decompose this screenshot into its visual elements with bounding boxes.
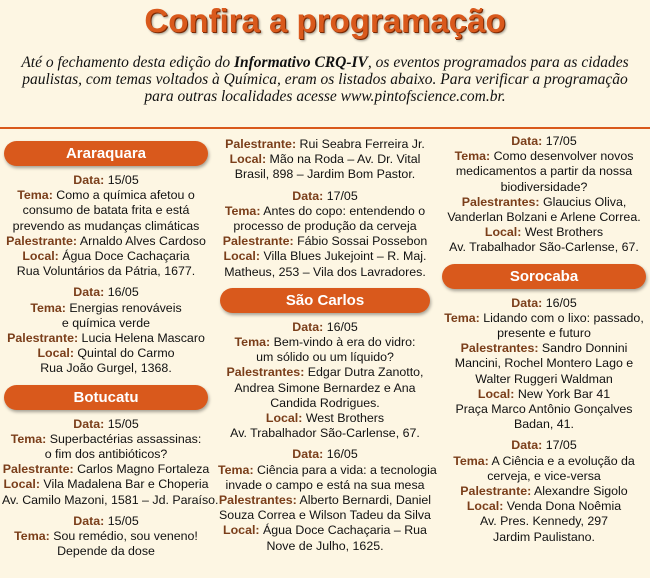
- event-speaker: Edgar Dutra Zanotto,: [307, 365, 424, 380]
- event-theme: presente e futuro: [497, 326, 591, 341]
- column-left: [2, 134, 219, 565]
- event-theme: o fim dos antibióticos?: [44, 447, 168, 462]
- event-date: 16/05: [107, 285, 139, 300]
- event-speaker: Carlos Magno Fortaleza: [77, 462, 210, 477]
- event-theme: cerveja, e vice-versa: [487, 468, 601, 483]
- event-address: Rua João Gurgel, 1368.: [40, 361, 172, 376]
- event-venue: West Brothers: [305, 411, 385, 426]
- event-venue: Água Doce Cachaçaria: [62, 249, 190, 264]
- column-right: [440, 134, 648, 551]
- event-sorocaba-2: Data: 17/05 Tema: A Ciência e a evolução da cerveja, e vice-versa Palestrante: Alexandre Sigolo Local: Venda Dona Noêmia Av. Pres. Kennedy, 297 Jardim Paulistano.: [440, 438, 648, 544]
- event-speaker: Andrea Simone Bernardez e Ana: [234, 380, 416, 395]
- event-sorocaba-1: Data: 16/05 Tema: Lidando com o lixo: passado, presente e futuro Palestrantes: Sandro Donnini Mancini, Rochel Montero Lago e Walter Ruggeri Waldman Local: New York Bar 41 Praça Marco Antônio Gonçalves Badan, 41.: [440, 296, 648, 433]
- event-address: Av. Trabalhador São-Carlense, 67.: [449, 240, 639, 255]
- event-theme: Superbactérias assassinas:: [49, 431, 202, 446]
- event-venue: New York Bar 41: [517, 386, 611, 401]
- intro-text-2: , os eventos programados para as cidades paulistas, com temas voltados à Química, eram os listados abaixo. Para verificar a programação para outras localidades acesse www.pintofscience.com.br.: [22, 54, 629, 105]
- event-speaker: Glaucius Oliva,: [542, 194, 627, 209]
- event-address: Rua Voluntários da Pátria, 1677.: [16, 264, 196, 279]
- event-venue: Mão na Roda – Av. Dr. Vital: [269, 152, 421, 167]
- city-header-sao-carlos: São Carlos: [220, 288, 430, 313]
- event-date: 15/05: [107, 416, 139, 431]
- event-theme: e química verde: [61, 315, 151, 330]
- event-middle-2: Data: 17/05 Tema: Antes do copo: entendendo o processo de produção da cerveja Palestrante: Fábio Sossai Possebon Local: Villa Blues Jukejoint – R. Maj. Matheus, 253 – Vila dos Lavradores.: [218, 189, 432, 280]
- event-theme: Sou remédio, sou veneno!: [53, 529, 198, 544]
- event-speaker: Walter Ruggeri Waldman: [475, 371, 613, 386]
- city-header-sorocaba: Sorocaba: [442, 264, 646, 289]
- event-venue: Villa Blues Jukejoint – R. Maj.: [263, 249, 427, 264]
- event-theme: Energias renováveis: [69, 300, 182, 315]
- event-venue: West Brothers: [524, 225, 604, 240]
- event-speaker: Rui Seabra Ferreira Jr.: [299, 137, 425, 151]
- event-theme: consumo de batata frita e está: [22, 203, 190, 218]
- page-title: Confira a programação: [144, 2, 506, 39]
- event-date: 17/05: [545, 134, 577, 148]
- event-address: Praça Marco Antônio Gonçalves: [455, 402, 633, 417]
- event-theme: A Ciência e a evolução da: [491, 453, 635, 468]
- event-speaker: Lucia Helena Mascaro: [81, 331, 205, 346]
- event-continued: Palestrante: Rui Seabra Ferreira Jr. Local: Mão na Roda – Av. Dr. Vital Brasil, 898 – Jardim Bom Pastor.: [218, 137, 432, 183]
- event-speaker: Mancini, Rochel Montero Lago e: [454, 356, 634, 371]
- event-date: 17/05: [326, 188, 358, 203]
- event-venue: Quintal do Carmo: [77, 346, 175, 361]
- intro-text-1: Até o fechamento desta edição do: [21, 54, 234, 71]
- event-address: Badan, 41.: [514, 417, 574, 432]
- event-date: 16/05: [545, 295, 577, 310]
- divider: [0, 127, 650, 129]
- event-date: 15/05: [107, 513, 139, 528]
- event-araraquara-2: Data: 16/05 Tema: Energias renováveis e química verde Palestrante: Lucia Helena Mascaro Local: Quintal do Carmo Rua João Gurgel, 1368.: [2, 285, 210, 376]
- event-speaker: Fábio Sossai Possebon: [297, 234, 428, 249]
- event-theme: Depende da dose: [57, 544, 155, 559]
- event-theme: Lidando com o lixo: passado,: [483, 310, 644, 325]
- event-right-1: Data: 17/05 Tema: Como desenvolver novos medicamentos a partir da nossa biodiversidade? Palestrantes: Glaucius Oliva, Vanderlan Bolzani e Arlene Correa. Local: West Brothers Av. Trabalhador São-Carlense, 67.: [440, 134, 648, 256]
- event-theme: Antes do copo: entendendo o: [263, 203, 426, 218]
- event-date: 16/05: [326, 319, 358, 334]
- event-speaker: Vanderlan Bolzani e Arlene Correa.: [447, 210, 641, 225]
- event-botucatu-2: Data: 15/05 Tema: Sou remédio, sou veneno! Depende da dose: [2, 514, 210, 560]
- event-theme: processo de produção da cerveja: [233, 219, 417, 234]
- event-venue: Venda Dona Noêmia: [506, 499, 622, 514]
- event-address: Av. Trabalhador São-Carlense, 67.: [230, 426, 420, 441]
- event-theme: Como a química afetou o: [56, 188, 195, 203]
- event-theme: Ciência para a vida: a tecnologia: [257, 462, 437, 477]
- intro-highlight: Informativo CRQ-IV: [233, 54, 368, 71]
- event-theme: Bem-vindo à era do vidro:: [273, 335, 416, 350]
- event-address: Nove de Julho, 1625.: [266, 538, 384, 553]
- event-date: 17/05: [545, 438, 577, 453]
- event-botucatu-1: Data: 15/05 Tema: Superbactérias assassinas: o fim dos antibióticos? Palestrante: Carlos Magno Fortaleza Local: Vila Madalena Bar e Choperia Av. Camilo Mazoni, 1581 – Jd. Paraíso.: [2, 416, 219, 507]
- event-theme: biodiversidade?: [500, 179, 588, 194]
- intro-paragraph: [14, 54, 636, 105]
- event-speaker: Candida Rodrigues.: [270, 395, 380, 410]
- event-speaker: Alexandre Sigolo: [534, 484, 628, 499]
- event-theme: prevendo as mudanças climáticas: [12, 218, 200, 233]
- event-address: Av. Pres. Kennedy, 297: [479, 514, 609, 529]
- event-speaker: Alberto Bernardi, Daniel: [299, 493, 432, 508]
- event-address: Brasil, 898 – Jardim Bom Pastor.: [234, 167, 416, 182]
- city-header-araraquara: Araraquara: [4, 141, 208, 166]
- event-venue: Vila Madalena Bar e Choperia: [43, 477, 209, 492]
- event-address: Jardim Paulistano.: [493, 529, 595, 544]
- event-speaker: Souza Correa e Wilson Tadeu da Silva: [219, 508, 431, 523]
- event-speaker: Arnaldo Alves Cardoso: [79, 233, 206, 248]
- column-middle: [218, 137, 437, 560]
- event-sao-carlos-2: Data: 16/05 Tema: Ciência para a vida: a tecnologia invade o campo e está na sua mesa Palestrantes: Alberto Bernardi, Daniel Souza Correa e Wilson Tadeu da Silva Local: Água Doce Cachaçaria – Rua Nove de Julho, 1625.: [218, 447, 437, 553]
- event-sao-carlos-1: Data: 16/05 Tema: Bem-vindo à era do vidro: um sólido ou um líquido? Palestrantes: Edgar Dutra Zanotto, Andrea Simone Bernardez e Ana Candida Rodrigues. Local: West Brothers Av. Trabalhador São-Carlense, 67.: [218, 320, 432, 442]
- event-address: Matheus, 253 – Vila dos Lavradores.: [224, 264, 426, 279]
- event-date: 16/05: [326, 447, 358, 462]
- event-theme: um sólido ou um líquido?: [256, 350, 394, 365]
- event-theme: Como desenvolver novos: [493, 149, 634, 164]
- event-theme: invade o campo e está na sua mesa: [225, 477, 425, 492]
- city-header-botucatu: Botucatu: [4, 385, 208, 410]
- event-address: Av. Camilo Mazoni, 1581 – Jd. Paraíso.: [2, 492, 219, 507]
- event-venue: Água Doce Cachaçaria – Rua: [263, 523, 427, 538]
- event-date: 15/05: [107, 173, 139, 187]
- event-theme: medicamentos a partir da nossa: [455, 164, 633, 179]
- event-speaker: Sandro Donnini: [541, 341, 628, 356]
- event-araraquara-1: Data: 15/05 Tema: Como a química afetou o consumo de batata frita e está prevendo as mudanças climáticas Palestrante: Arnaldo Alves Cardoso Local: Água Doce Cachaçaria Rua Voluntários da Pátria, 1677.: [2, 173, 210, 279]
